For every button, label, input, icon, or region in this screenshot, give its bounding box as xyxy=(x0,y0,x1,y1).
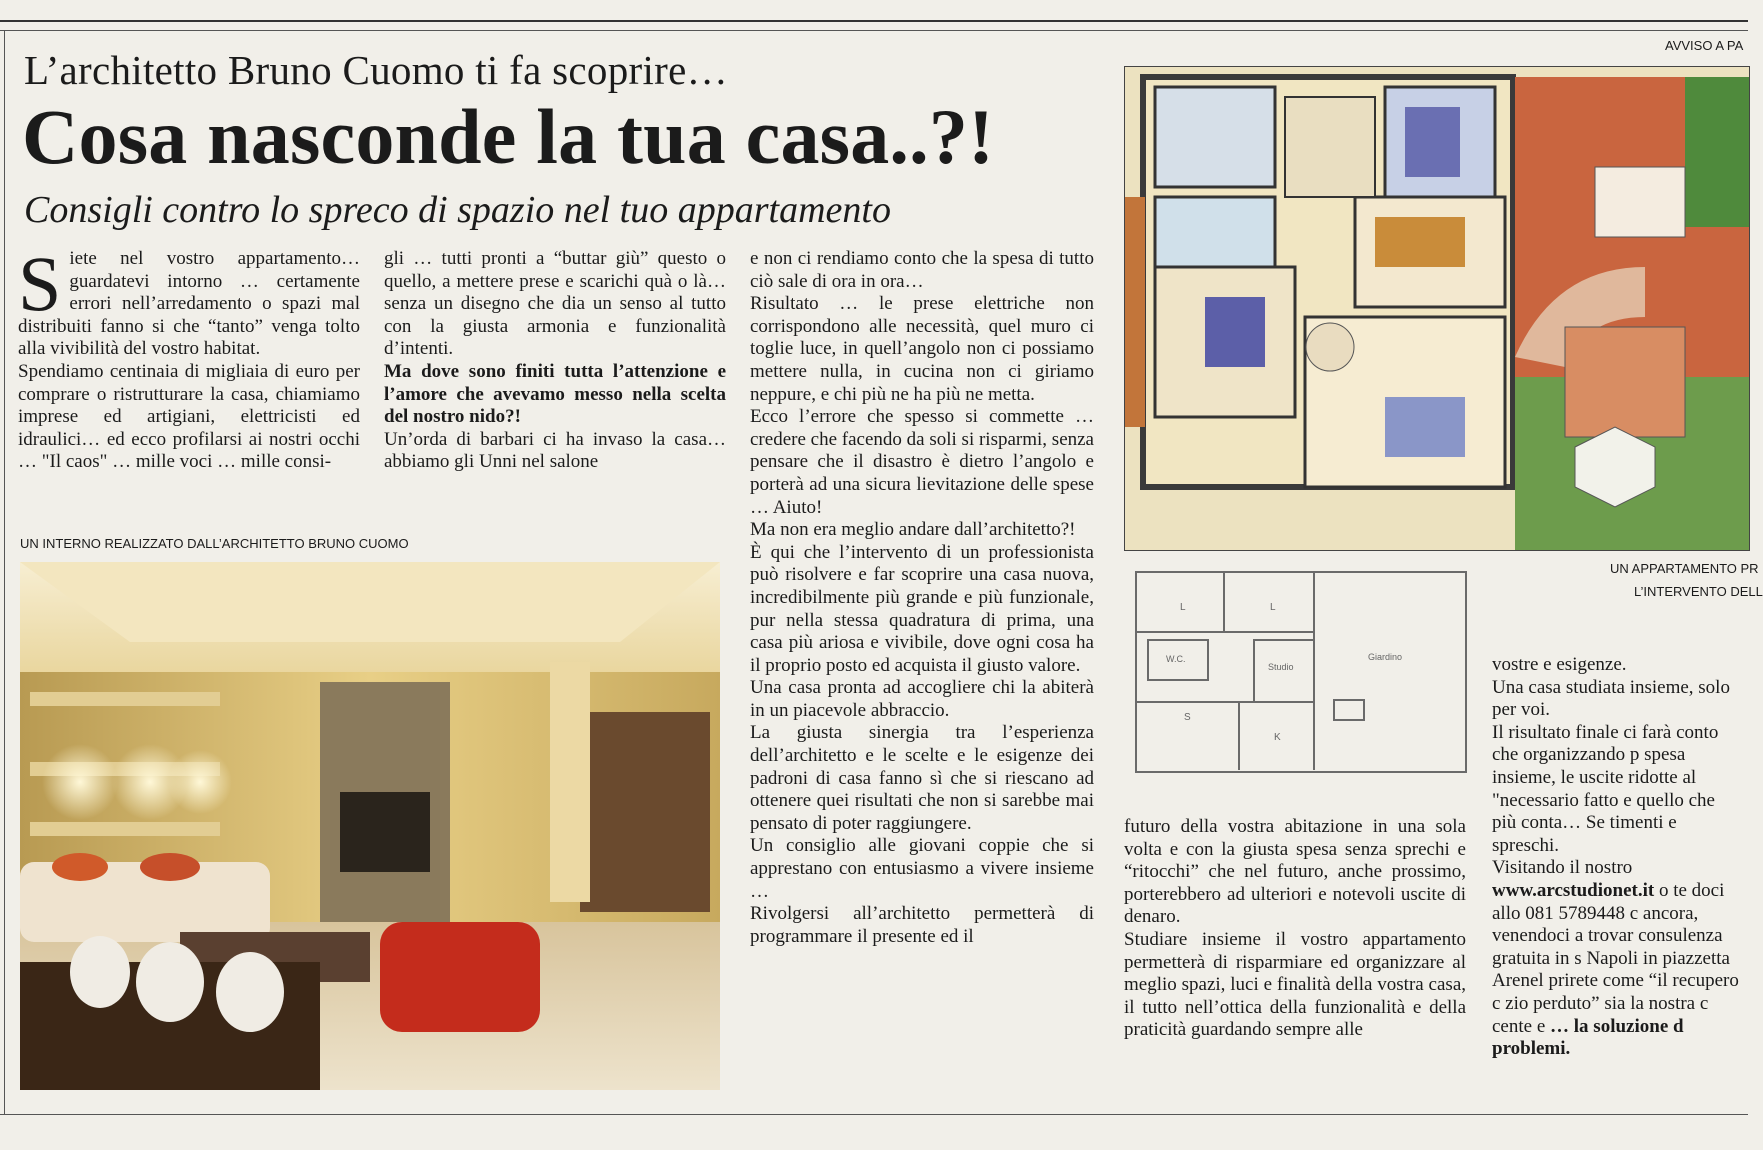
paragraph: Rivolgersi all’architetto permetterà di programmare il presente ed il xyxy=(750,903,1094,947)
paragraph-text: o te doci allo 081 5789448 c ancora, venendoci a trovar consulenza gratuita in s Napoli in piazzetta Arenel prirete come “il recupero c zio perduto” sia la nostra c cente e xyxy=(1492,879,1739,1037)
interior-photo xyxy=(20,562,720,1090)
paragraph: Spendiamo centinaia di migliaia di euro per comprare o ristrutturare la casa, chiamiamo imprese ed artigiani, elettricisti ed idraulici… ed ecco profilarsi ai nostri occhi … "Il caos" … mille voci … mille consi- xyxy=(18,360,360,473)
paragraph: Il risultato finale ci farà conto che organizzando p spesa insieme, le uscite ridotte al "necessario fatto e quello che più conta… Se timenti e spreschi. xyxy=(1492,721,1719,856)
paragraph: futuro della vostra abitazione in una sola volta e con la giusta spesa senza sprechi e “ritocchi” che nel futuro, anche prossimo, porterebbero ad ulteriori e notevoli uscite di denaro. xyxy=(1124,816,1466,928)
bold-paragraph: Ma dove sono finiti tutta l’attenzione e l’amore che avevamo messo nella scelta del nostro nido?! xyxy=(384,360,726,428)
plan-label-wc: W.C. xyxy=(1166,654,1186,664)
article-column-4 xyxy=(1124,816,1466,1042)
paragraph: gli … tutti pronti a “buttar giù” questo o quello, a mettere prese e scarichi quà o là… senza un disegno che dia un senso al tutto con la giusta armonia e funzionalità d’intenti. xyxy=(384,248,726,360)
plan-label-s: S xyxy=(1184,712,1191,723)
paragraph: È qui che l’intervento di un professionista può risolvere e far scoprire una casa nuova, incredibilmente più grande e più funzionale, pur nella stessa quadratura di prima, una casa più ariosa e vivibile, dove ogni cosa ha il proprio posto ed acquista il giusto valore. xyxy=(750,541,1094,676)
paragraph: Un’orda di barbari ci ha invaso la casa…abbiamo gli Unni nel salone xyxy=(384,428,726,473)
paragraph: Ma non era meglio andare dall’architetto?! xyxy=(750,519,1076,541)
drop-cap: S xyxy=(18,240,62,327)
colored-floor-plan xyxy=(1124,66,1750,551)
article-column-3 xyxy=(750,248,1094,948)
paragraph: Risultato … le prese elettriche non corrispondono alle necessità, quel muro ci toglie luce, in quell’angolo non ci possiamo mettere nulla, in cucina non ci giriamo neppure, e chi più ne ha più ne metta. xyxy=(750,293,1094,405)
headline: Cosa nasconde la tua casa..?! xyxy=(22,93,995,180)
subheadline: Consigli contro lo spreco di spazio nel tuo appartamento xyxy=(24,189,891,231)
plan-caption-line-2: L’INTERVENTO DELL xyxy=(1634,584,1763,599)
plan-label-giardino: Giardino xyxy=(1368,652,1403,662)
article-column-2 xyxy=(384,248,726,474)
box-border-top xyxy=(0,30,1748,31)
plan-label-l1: L xyxy=(1180,602,1186,613)
plan-label-k: K xyxy=(1274,732,1281,743)
top-rule xyxy=(0,20,1748,22)
paragraph-text: iete nel vostro appartamento… guardatevi intorno … certamente errori nell’arredamento o spazi mal distribuiti fanno si che “tanto” venga tolto alla vivibilità del vostro habitat. xyxy=(18,248,360,360)
box-border-bottom xyxy=(0,1114,1748,1115)
kicker: L’architetto Bruno Cuomo ti fa scoprire… xyxy=(24,47,728,93)
photo-caption: UN INTERNO REALIZZATO DALL’ARCHITETTO BRUNO CUOMO xyxy=(20,536,409,551)
paragraph: Una casa studiata insieme, solo per voi. xyxy=(1492,676,1730,721)
plan-label-studio: Studio xyxy=(1268,662,1294,672)
original-floor-plan xyxy=(1134,570,1470,785)
article-column-1 xyxy=(18,240,360,474)
article-column-5 xyxy=(1492,654,1744,1061)
paragraph xyxy=(1492,857,1744,1060)
website-url: www.arcstudionet.it xyxy=(1492,879,1655,901)
advertisement-notice: AVVISO A PA xyxy=(1665,38,1744,53)
paragraph: Ecco l’errore che spesso si commette … credere che facendo da soli si risparmi, senza pensare che il disastro è dietro l’angolo e porterà ad una sicura lievitazione delle spese … Aiuto! xyxy=(750,406,1094,518)
box-border-left xyxy=(4,30,5,1114)
plan-caption-line-1: UN APPARTAMENTO PR xyxy=(1610,561,1759,576)
paragraph: vostre e esigenze. xyxy=(1492,654,1627,675)
paragraph-text: Visitando il nostro xyxy=(1492,857,1633,879)
paragraph: Un consiglio alle giovani coppie che si apprestano con entusiasmo a vivere insieme … xyxy=(750,835,1094,902)
paragraph: Studiare insieme il vostro appartamento permetterà di risparmiare ed organizzare al meglio spazi, luci e finalità della vostra casa, il tutto nell’ottica della funzionalità e della praticità guardando sempre alle xyxy=(1124,928,1466,1041)
paragraph: La giusta sinergia tra l’esperienza dell’architetto e le scelte e le esigenze dei padroni di casa fanno sì che si riescano ad ottenere quei risultati che non si sarebbe mai pensato di poter raggiungere. xyxy=(750,722,1094,834)
paragraph: Una casa pronta ad accogliere chi la abiterà in un piacevole abbraccio. xyxy=(750,677,1094,721)
plan-label-l2: L xyxy=(1270,602,1276,613)
paragraph: e non ci rendiamo conto che la spesa di tutto ciò sale di ora in ora… xyxy=(750,248,1094,292)
paragraph xyxy=(18,240,360,361)
closing-bold-text: … la soluzione d problemi. xyxy=(1492,1015,1684,1060)
